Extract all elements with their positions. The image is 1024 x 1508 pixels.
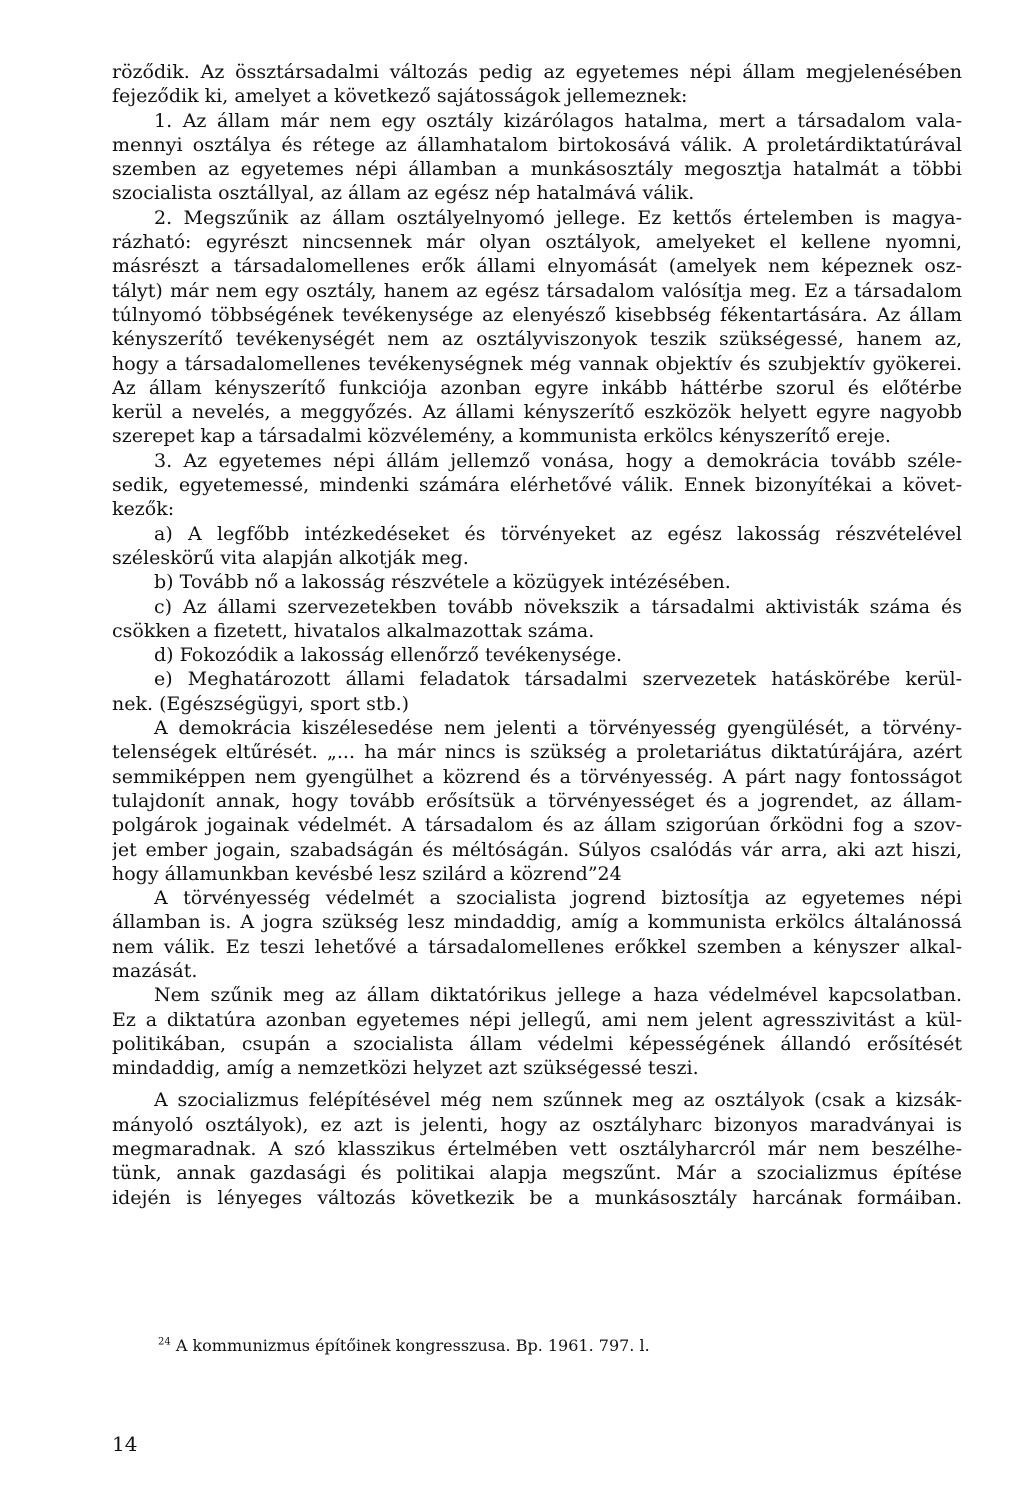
text-line: 2. Megszűnik az állam osztályelnyomó jellege. Ez kettős értelemben is magya- xyxy=(154,206,962,229)
text-line: telenségek eltűrését. „... ha már nincs is szükség a proletariátus diktatúrájára, azért xyxy=(112,741,962,764)
text-line: fejeződik ki, amelyet a következő sajátosságok jellemeznek: xyxy=(112,85,688,108)
text-line: megmaradnak. A szó klasszikus értelmében vett osztályharcról már nem beszélhe- xyxy=(112,1138,962,1161)
text-line: kerül a nevelés, a meggyőzés. Az állami kényszerítő eszközök helyett egyre nagyobb xyxy=(112,401,962,424)
text-line: Nem szűnik meg az állam diktatórikus jellege a haza védelmével kapcsolatban. xyxy=(154,984,962,1007)
text-line: túlnyomó többségének tevékenysége az elenyésző kisebbség fékentartására. Az állam xyxy=(112,303,962,326)
text-line: röződik. Az össztársadalmi változás pedig az egyetemes népi állam megjelenésében xyxy=(112,61,962,83)
text-line: másrészt a társadalomellenes erők állami elnyomását (amelyek nem képeznek osz- xyxy=(112,255,962,278)
text-line: sedik, egyetemessé, mindenki számára elérhetővé válik. Ennek bizonyítékai a követ- xyxy=(112,474,962,497)
text-line: tályt) már nem egy osztály, hanem az egész társadalom valósítja meg. Ez a társadalom xyxy=(112,279,962,302)
text-line: d) Fokozódik a lakosság ellenőrző tevékenysége. xyxy=(154,644,623,667)
text-line: mazását. xyxy=(112,959,198,982)
page-number: 14 xyxy=(112,1432,138,1456)
text-line: mindaddig, amíg a nemzetközi helyzet azt szükségessé teszi. xyxy=(112,1057,699,1080)
text-line: b) Tovább nő a lakosság részvétele a közügyek intézésében. xyxy=(154,571,731,594)
text-line: nem válik. Ez teszi lehetővé a társadalomellenes erőkkel szemben a kényszer alkal- xyxy=(112,935,962,958)
text-line: tünk, annak gazdasági és politikai alapja megszűnt. Már a szocializmus építése xyxy=(112,1162,962,1185)
footnote xyxy=(158,1336,650,1355)
text-line: hogy államunkban kevésbé lesz szilárd a közrend”24 xyxy=(112,862,622,885)
text-line: hogy a társadalomellenes tevékenységnek még vannak objektív és szubjektív gyökerei. xyxy=(112,352,962,375)
text-line: A demokrácia kiszélesedése nem jelenti a törvényesség gyengülését, a törvény- xyxy=(154,717,962,740)
text-line: polgárok jogainak védelmét. A társadalom és az állam szigorúan őrködni fog a szov- xyxy=(112,814,962,837)
text-line: A szocializmus felépítésével még nem szűnnek meg az osztályok (csak a kizsák- xyxy=(154,1089,962,1112)
text-line: mennyi osztálya és rétege az államhatalom birtokosává válik. A proletárdiktatúrával xyxy=(112,133,962,156)
footnote-text: A kommunizmus építőinek kongresszusa. Bp. 1961. 797. l. xyxy=(175,1336,650,1355)
text-line: idején is lényeges változás következik be a munkásosztály harcának formáiban. xyxy=(112,1186,962,1209)
text-line: semmiképpen nem gyengülhet a közrend és a törvényesség. A párt nagy fontosságot xyxy=(112,765,962,788)
text-line: a) A legfőbb intézkedéseket és törvényeket az egész lakosság részvételével xyxy=(154,522,962,545)
text-line: A törvényesség védelmét a szocialista jogrend biztosítja az egyetemes népi xyxy=(154,887,962,910)
text-line: mányoló osztályok), ez azt is jelenti, hogy az osztályharc bizonyos maradványai is xyxy=(112,1113,962,1136)
text-line: szemben az egyetemes népi államban a munkásosztály megosztja hatalmát a többi xyxy=(112,158,962,181)
text-line: jet ember jogain, szabadságán és méltóságán. Súlyos csalódás vár arra, aki azt hiszi, xyxy=(112,838,962,861)
text-line: államban is. A jogra szükség lesz mindaddig, amíg a kommunista erkölcs általánossá xyxy=(112,911,962,934)
text-line: Ez a diktatúra azonban egyetemes népi jellegű, ami nem jelent agresszivitást a kül- xyxy=(112,1008,962,1031)
text-line: kezők: xyxy=(112,498,175,521)
text-line: politikában, csupán a szocialista állam védelmi képességének állandó erősítését xyxy=(112,1032,962,1055)
text-line: 3. Az egyetemes népi állám jellemző vonása, hogy a demokrácia tovább széle- xyxy=(154,449,962,472)
text-line: 1. Az állam már nem egy osztály kizárólagos hatalma, mert a társadalom vala- xyxy=(154,109,962,132)
text-line: szocialista osztállyal, az állam az egész nép hatalmává válik. xyxy=(112,182,695,205)
body-text xyxy=(112,60,962,1210)
text-line: e) Meghatározott állami feladatok társadalmi szervezetek hatáskörébe kerül- xyxy=(154,668,962,691)
text-line: nek. (Egészségügyi, sport stb.) xyxy=(112,692,410,715)
text-line: széleskörű vita alapján alkotják meg. xyxy=(112,546,469,569)
text-line: tulajdonít annak, hogy tovább erősítsük a törvényességet és a jogrendet, az állam- xyxy=(112,789,962,812)
text-line: kényszerítő tevékenységét nem az osztályviszonyok teszik szükségessé, hanem az, xyxy=(112,328,962,351)
footnote-number: 24 xyxy=(158,1336,171,1348)
text-line: Az állam kényszerítő funkciója azonban egyre inkább háttérbe szorul és előtérbe xyxy=(112,376,962,399)
text-line: c) Az állami szervezetekben tovább növekszik a társadalmi aktivisták száma és xyxy=(154,595,962,618)
text-line: csökken a fizetett, hivatalos alkalmazottak száma. xyxy=(112,619,595,642)
text-line: szerepet kap a társadalmi közvélemény, a kommunista erkölcs kényszerítő ereje. xyxy=(112,425,891,448)
text-line: rázható: egyrészt nincsennek már olyan osztályok, amelyeket el kellene nyomni, xyxy=(112,231,962,254)
